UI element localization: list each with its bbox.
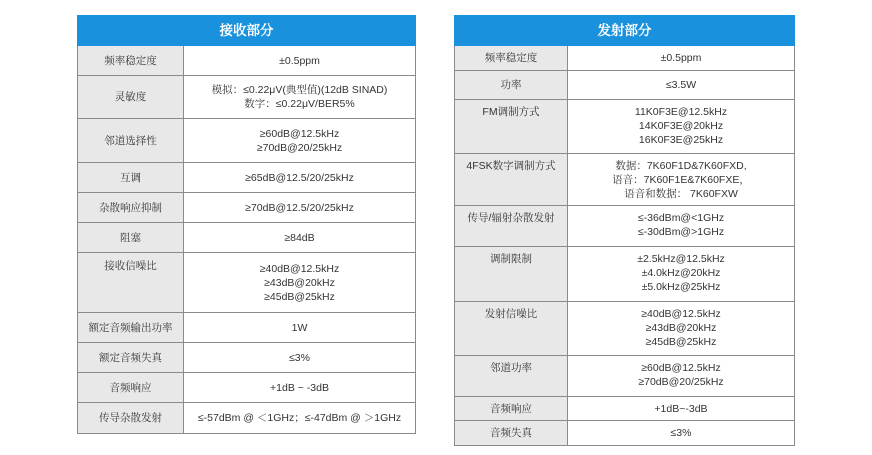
- spec-row: [78, 46, 416, 76]
- spec-value: ≥60dB@12.5kHz ≥70dB@20/25kHz: [568, 356, 795, 397]
- spec-value: ±2.5kHz@12.5kHz ±4.0kHz@20kHz ±5.0kHz@25kHz: [568, 247, 795, 302]
- spec-value: ≤-36dBm@<1GHz ≤-30dBm@>1GHz: [568, 206, 795, 247]
- spec-value: ≥65dB@12.5/20/25kHz: [184, 163, 416, 193]
- receive-spec-table: [77, 15, 416, 434]
- spec-row: [455, 46, 795, 71]
- spec-row: [455, 206, 795, 247]
- spec-label: 4FSK数字调制方式: [455, 154, 568, 206]
- spec-label: 传导/辐射杂散发射: [455, 206, 568, 247]
- spec-row: [78, 253, 416, 313]
- spec-row: [78, 76, 416, 119]
- spec-row: [455, 71, 795, 100]
- spec-row: [455, 421, 795, 446]
- spec-label: 接收信噪比: [78, 253, 184, 313]
- spec-label: 音频响应: [455, 397, 568, 421]
- spec-row: [78, 373, 416, 403]
- spec-label: 音频失真: [455, 421, 568, 446]
- spec-label: 频率稳定度: [78, 46, 184, 76]
- spec-value: +1dB~-3dB: [568, 397, 795, 421]
- spec-value: ≥84dB: [184, 223, 416, 253]
- spec-row: [455, 302, 795, 356]
- spec-value: ≤3%: [184, 343, 416, 373]
- spec-label: 功率: [455, 71, 568, 100]
- receive-table-title: 接收部分: [78, 16, 416, 46]
- spec-label: 调制限制: [455, 247, 568, 302]
- spec-label: 互调: [78, 163, 184, 193]
- spec-value: 11K0F3E@12.5kHz 14K0F3E@20kHz 16K0F3E@25kHz: [568, 100, 795, 154]
- transmit-table-title: 发射部分: [455, 16, 795, 46]
- spec-label: 邻道功率: [455, 356, 568, 397]
- spec-row: [78, 119, 416, 163]
- spec-value: ≥60dB@12.5kHz ≥70dB@20/25kHz: [184, 119, 416, 163]
- spec-label: 音频响应: [78, 373, 184, 403]
- spec-row: [455, 356, 795, 397]
- spec-value: ≤3%: [568, 421, 795, 446]
- spec-label: 杂散响应抑制: [78, 193, 184, 223]
- spec-value: 模拟：≤0.22μV(典型值)(12dB SINAD) 数字：≤0.22μV/BER5%: [184, 76, 416, 119]
- spec-row: [455, 397, 795, 421]
- spec-label: 额定音频输出功率: [78, 313, 184, 343]
- spec-row: [78, 313, 416, 343]
- spec-value: +1dB ~ -3dB: [184, 373, 416, 403]
- spec-row: [78, 403, 416, 434]
- spec-value: 1W: [184, 313, 416, 343]
- spec-label: 频率稳定度: [455, 46, 568, 71]
- spec-row: [455, 247, 795, 302]
- spec-value: ≤-57dBm @ ＜1GHz；≤-47dBm @ ＞1GHz: [184, 403, 416, 434]
- spec-value: ≥40dB@12.5kHz ≥43dB@20kHz ≥45dB@25kHz: [184, 253, 416, 313]
- spec-label: 额定音频失真: [78, 343, 184, 373]
- spec-row: [78, 223, 416, 253]
- spec-row: [78, 343, 416, 373]
- spec-value: ≥70dB@12.5/20/25kHz: [184, 193, 416, 223]
- spec-value: 数据：7K60F1D&7K60FXD, 语音：7K60F1E&7K60FXE， 语音和数据： 7K60FXW: [568, 154, 795, 206]
- spec-label: FM调制方式: [455, 100, 568, 154]
- spec-value: ≤3.5W: [568, 71, 795, 100]
- spec-label: 传导杂散发射: [78, 403, 184, 434]
- spec-label: 阻塞: [78, 223, 184, 253]
- spec-row: [455, 154, 795, 206]
- spec-row: [455, 100, 795, 154]
- spec-label: 邻道选择性: [78, 119, 184, 163]
- spec-label: 灵敏度: [78, 76, 184, 119]
- spec-row: [78, 193, 416, 223]
- spec-value: ±0.5ppm: [184, 46, 416, 76]
- spec-value: ≥40dB@12.5kHz ≥43dB@20kHz ≥45dB@25kHz: [568, 302, 795, 356]
- spec-label: 发射信噪比: [455, 302, 568, 356]
- spec-value: ±0.5ppm: [568, 46, 795, 71]
- transmit-spec-table: [454, 15, 795, 446]
- spec-row: [78, 163, 416, 193]
